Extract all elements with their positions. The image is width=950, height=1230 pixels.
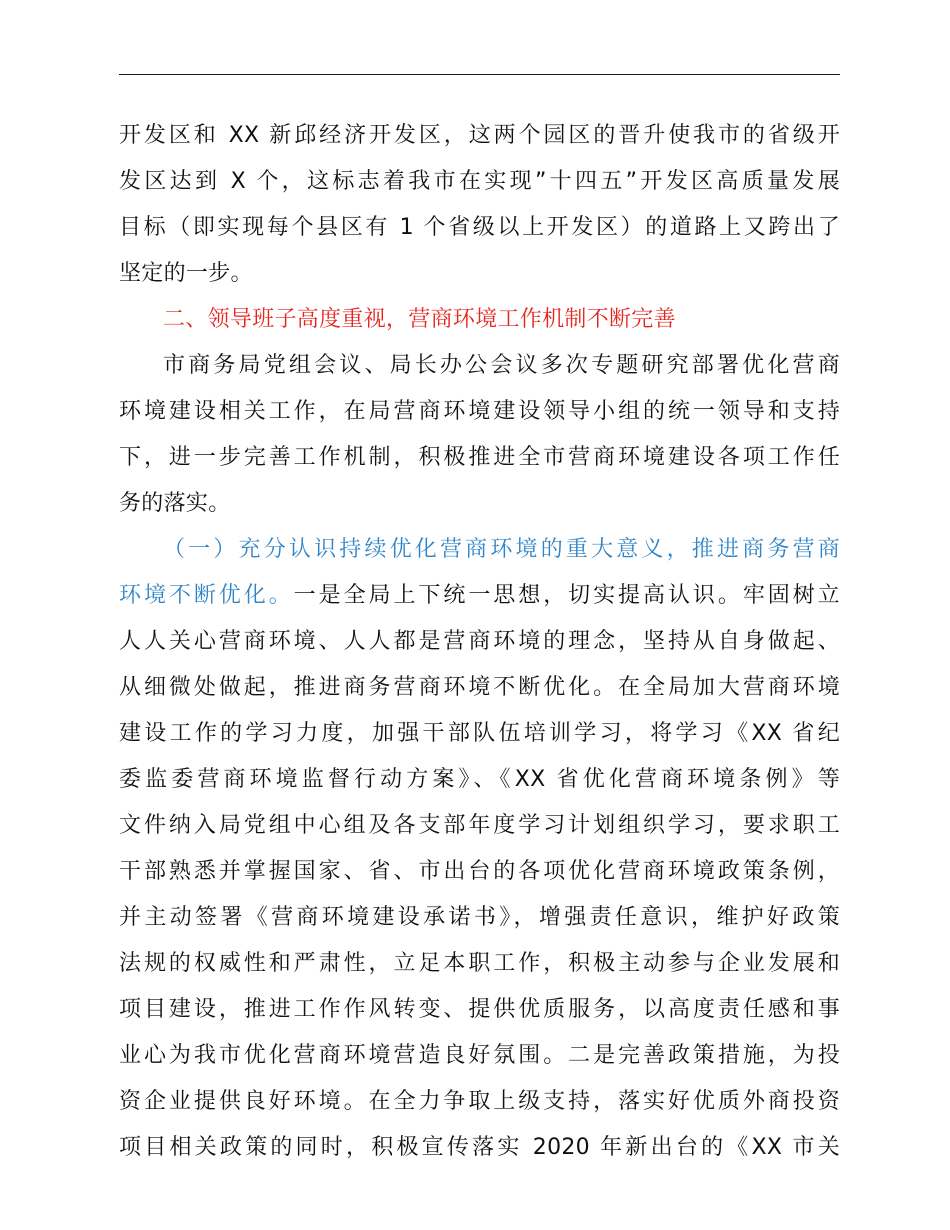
paragraph-continuation bbox=[119, 113, 840, 297]
subsection-heading-end: 环境不断优化。 bbox=[119, 583, 294, 608]
paragraph-subsection-1 bbox=[119, 527, 840, 1171]
text-line: 下，进一步完善工作机制，积极推进全市营商环境建设各项工作任 bbox=[119, 445, 840, 470]
text-line: 委监委营商环境监督行动方案》、《XX 省优化营商环境条例》等 bbox=[119, 767, 840, 792]
text-line: 从细微处做起，推进商务营商环境不断优化。在全局加大营商环境 bbox=[119, 675, 840, 700]
header-rule bbox=[119, 74, 840, 75]
text-line: 项目相关政策的同时，积极宣传落实 2020 年新出台的《XX 市关 bbox=[119, 1135, 840, 1160]
text-line: 坚定的一步。 bbox=[119, 261, 253, 286]
text-line: 项目建设，推进工作作风转变、提供优质服务，以高度责任感和事 bbox=[119, 997, 840, 1022]
document-body bbox=[119, 113, 840, 1171]
section-heading: 二、领导班子高度重视，营商环境工作机制不断完善 bbox=[163, 307, 676, 332]
paragraph-mechanism bbox=[119, 343, 840, 527]
text-line: 人人关心营商环境、人人都是营商环境的理念，坚持从自身做起、 bbox=[119, 629, 840, 654]
text-line: 环境建设相关工作，在局营商环境建设领导小组的统一领导和支持 bbox=[119, 399, 840, 424]
text-line: 文件纳入局党组中心组及各支部年度学习计划组织学习，要求职工 bbox=[119, 813, 840, 838]
text-line: 干部熟悉并掌握国家、省、市出台的各项优化营商环境政策条例， bbox=[119, 859, 840, 884]
text-run: 一是全局上下统一思想，切实提高认识。牢固树立 bbox=[293, 583, 840, 608]
text-line: 目标（即实现每个县区有 1 个省级以上开发区）的道路上又跨出了 bbox=[119, 215, 840, 240]
subsection-heading: （一）充分认识持续优化营商环境的重大意义，推进商务营商 bbox=[163, 537, 840, 562]
text-line: 发区达到 X 个，这标志着我市在实现”十四五”开发区高质量发展 bbox=[119, 169, 840, 194]
text-line: 资企业提供良好环境。在全力争取上级支持，落实好优质外商投资 bbox=[119, 1089, 840, 1114]
text-line: 务的落实。 bbox=[119, 491, 231, 516]
text-line: 开发区和 XX 新邱经济开发区，这两个园区的晋升使我市的省级开 bbox=[119, 123, 840, 148]
text-line: 市商务局党组会议、局长办公会议多次专题研究部署优化营商 bbox=[163, 353, 840, 378]
text-line: 建设工作的学习力度，加强干部队伍培训学习，将学习《XX 省纪 bbox=[119, 721, 840, 746]
text-line: 法规的权威性和严肃性，立足本职工作，积极主动参与企业发展和 bbox=[119, 951, 840, 976]
text-line: 并主动签署《营商环境建设承诺书》，增强责任意识，维护好政策 bbox=[119, 905, 840, 930]
text-line bbox=[119, 573, 840, 619]
text-line: 业心为我市优化营商环境营造良好氛围。二是完善政策措施，为投 bbox=[119, 1043, 840, 1068]
